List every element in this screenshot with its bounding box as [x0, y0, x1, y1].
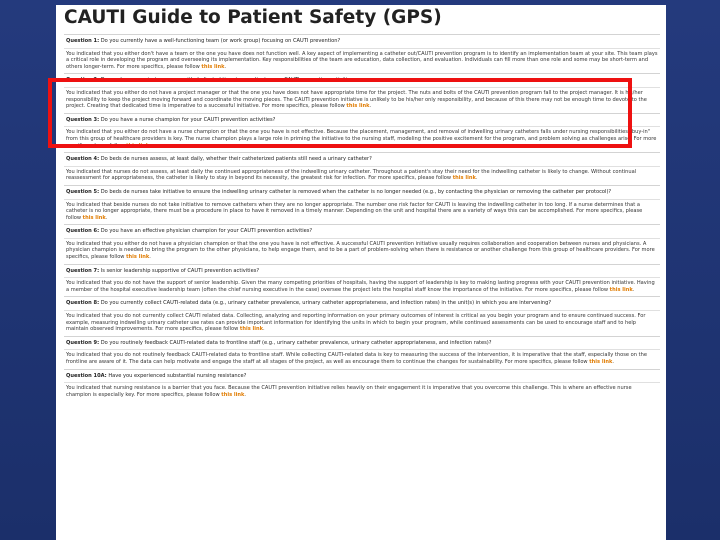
answer-body: You indicated that you either do not have a project manager or that the one you have does not have appropriate time for the project. The nuts and bolts of the CAUTI prevention program fall to the project manager. It is his/her responsibility to keep the project moving forward and coordinate the moving pieces. The CAUTI prevention initiative is unlikely to be his/her only responsibility, and because of this there may not be enough time to devote to the project. Creating that dedicated time is imperative to a successful initiative. For more specifics, please follow	[66, 89, 647, 110]
question-number: Question 8:	[66, 300, 100, 307]
question-number: Question 6:	[66, 228, 100, 235]
answer-body: You indicated that nursing resistance is a barrier that you face. Because the CAUTI prevention initiative relies heavily on their engagement it is imperative that you overcome this challenge. This is where an effective nurse champion is especially key. For more specifics, please follow	[66, 385, 632, 398]
qa-item	[64, 113, 660, 152]
answer-text	[64, 199, 660, 223]
question-body: Do you have an effective physician champion for your CAUTI prevention activities?	[100, 228, 313, 235]
this-link[interactable]: this link	[589, 359, 613, 365]
question-body: Have you experienced substantial nursing resistance?	[108, 372, 247, 379]
question-number: Question 3:	[66, 116, 100, 123]
answer-text	[64, 87, 660, 111]
qa-item	[64, 34, 660, 73]
page-title: CAUTI Guide to Patient Safety (GPS)	[64, 7, 442, 28]
answer-end: .	[369, 103, 372, 110]
answer-body: You indicated that you either do not have a physician champion or that the one you have is not effective. A successful CAUTI prevention initiative usually requires collaboration and cooperation between nurses and physicians. A physician champion is needed to bring the program to the other physicians, to help engage them, and to be a part of problem-solving when there is resistance or another challenge from this group of healthcare providers. For more specifics, please follow	[66, 240, 655, 261]
answer-text	[64, 126, 660, 150]
qa-item	[64, 264, 660, 297]
this-link[interactable]: this link	[126, 254, 150, 261]
question-number: Question 7:	[66, 267, 100, 274]
answer-body: You indicated that you either don't have a team or the one you have does not function well. A key aspect of implementing a catheter out/CAUTI prevention program is to identify an implementation team at your site. This team plays a critical role in developing the program and overseeing its implementation. Key responsibilities of the team are education, data collection, and evaluation. Individuals can fill more than one role and some may be short-term and others longer-term. For more specifics, please follow	[66, 50, 658, 70]
question-text	[64, 266, 660, 278]
question-number: Question 4:	[66, 156, 100, 163]
gps-document	[56, 5, 666, 540]
answer-text	[64, 166, 660, 183]
answer-text	[64, 238, 660, 262]
answer-body: You indicated that you do not have the support of senior leadership. Given the many competing priorities of hospitals, having the support of leadership is key to making lasting progress with your CAUTI prevention initiative. Having a member of the hospital executive leadership team (often the chief nursing executive in the case) oversee the project lets the hospital staff know the importance of the initiative. For more specifics, please follow	[66, 280, 655, 293]
this-link[interactable]: this link	[452, 175, 476, 182]
answer-text	[64, 48, 660, 72]
answer-end: .	[224, 63, 227, 70]
this-link[interactable]: this link	[609, 286, 633, 293]
question-number: Question 5:	[66, 188, 100, 195]
answer-body: You indicated that nurses do not assess, at least daily the continued appropriateness of the indwelling urinary catheter. Throughout a patient's stay their need for the indwelling catheter is likely to change. Without continual reassessment for appropriateness, the catheter is likely to stay in beyond its necessity, the greatest risk for infection. For more specifics, please follow	[66, 168, 637, 182]
this-link[interactable]: this link	[201, 63, 225, 70]
answer-body: You indicated that you either do not have a nurse champion or that the one you have is not effective. Because the placement, management, and removal of indwelling urinary catheters falls under nursing responsibilities "buy-in" from this group of healthcare providers is key. The nurse champion plays a large role in priming the initiative to the nursing staff, modeling the positive excitement for the program, and problem solving as challenges arise. For more specifics, please follow	[66, 129, 657, 149]
answer-text	[64, 310, 660, 334]
answer-end: .	[612, 359, 614, 365]
question-text	[64, 226, 660, 238]
qa-item	[64, 296, 660, 335]
question-number: Question 9:	[66, 339, 100, 346]
question-body: Is senior leadership supportive of CAUTI prevention activities?	[100, 267, 260, 274]
qa-list	[64, 34, 660, 401]
question-text	[64, 154, 660, 166]
question-text	[64, 115, 660, 127]
question-number: Question 2:	[66, 77, 100, 84]
question-text	[64, 36, 660, 48]
this-link[interactable]: this link	[126, 142, 150, 149]
answer-text	[64, 277, 660, 294]
question-text	[64, 187, 660, 199]
qa-item	[64, 73, 660, 112]
question-text	[64, 371, 660, 383]
question-text	[64, 298, 660, 310]
question-number: Question 10A:	[66, 372, 107, 379]
qa-item	[64, 369, 660, 402]
question-body: Do you have a nurse champion for your CAUTI prevention activities?	[100, 116, 276, 123]
question-body: Do you have a project manager with dedicated time to coordinate your CAUTI prevention activities	[100, 77, 354, 84]
question-body: Do beds de nurses take initiative to ensure the indwelling urinary catheter is removed when the catheter is no longer needed (e.g., by contacting the physician or removing the catheter per protocol)?	[100, 188, 612, 195]
question-body: Do you currently collect CAUTI-related data (e.g., urinary catheter prevalence, urinary catheter appropriateness, and infection rates) in the unit(s) in which you are intervening?	[100, 300, 552, 307]
question-text	[64, 338, 660, 350]
answer-end: .	[105, 214, 108, 221]
answer-body: You indicated that you do not routinely feedback CAUTI-related data to frontline staff. While collecting CAUTI-related data is key to measuring the success of the intervention, it is imperative that the staff, especially those on the frontline are aware of it. The data can help motivate and engage the staff at all stages of the project, as well as encourage them to continue the changes for sustainability. For more specifics, please follow	[66, 352, 648, 365]
answer-text	[64, 382, 660, 399]
answer-text	[64, 349, 660, 366]
question-number: Question 1:	[66, 38, 100, 44]
answer-body: You indicated that you do not currently collect CAUTI related data. Collecting, analyzing and reporting information on your primary outcomes of interest is critical as you begin your program and to ensure continued success. For example, measuring indwelling urinary catheter use rates can provide important information for identifying the units in which to begin your program, while continued assessments can be used to encourage staff and to help maintain observed improvements. For more specifics, please follow	[66, 313, 646, 333]
qa-item	[64, 224, 660, 263]
question-body: Do beds de nurses assess, at least daily, whether their catheterized patients still need a urinary catheter?	[100, 156, 372, 163]
answer-end: .	[149, 254, 151, 261]
answer-end: .	[475, 175, 478, 182]
question-body: Do you currently have a well-functioning team (or work group) focusing on CAUTI prevention?	[100, 38, 341, 44]
answer-end: .	[263, 326, 265, 333]
answer-end: .	[244, 391, 247, 398]
answer-end: .	[632, 286, 635, 293]
this-link[interactable]: this link	[82, 214, 106, 221]
qa-item	[64, 336, 660, 369]
this-link[interactable]: this link	[221, 391, 245, 398]
answer-body: You indicated that beside nurses do not take initiative to remove catheters when they are no longer appropriate. The number one risk factor for CAUTI is leaving the indwelling catheter in too long. If a nurse determines that a catheter is no longer appropriate, there must be a procedure in place to have it removed in a timely manner. Depending on the unit and hospital there are a variety of ways this can be accomplished. For more specifics, please follow	[66, 201, 643, 221]
answer-end: .	[149, 142, 151, 149]
this-link[interactable]: this link	[239, 326, 264, 333]
qa-item	[64, 185, 660, 224]
question-body: Do you routinely feedback CAUTI-related data to frontline staff (e.g., urinary catheter prevalence, urinary catheter appropriateness, and infection rates)?	[100, 339, 492, 346]
this-link[interactable]: this link	[346, 103, 370, 110]
qa-item	[64, 152, 660, 185]
question-text	[64, 75, 660, 87]
